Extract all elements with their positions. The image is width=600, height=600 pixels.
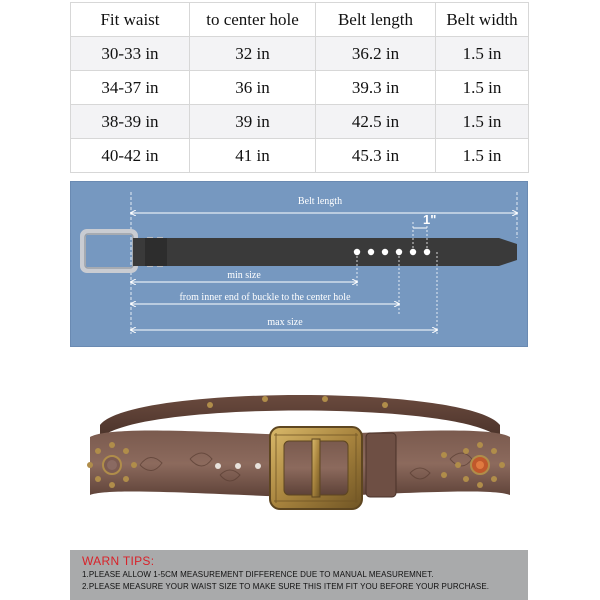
max-size-label: max size [267,317,303,328]
hole-spacing-label: 1" [423,212,437,227]
header-center-hole: to center hole [190,3,316,37]
cell-fit-waist: 34-37 in [71,71,190,105]
belt-keeper-loop [366,433,396,497]
header-belt-width: Belt width [436,3,529,37]
cell-belt-length: 36.2 in [316,37,436,71]
belt-measurement-diagram [70,181,528,347]
header-fit-waist: Fit waist [71,3,190,37]
warn-tip-2: 2.PLEASE MEASURE YOUR WAIST SIZE TO MAKE SURE THIS ITEM FIT YOU BEFORE YOUR PURCHASE. [82,582,490,591]
warn-tip-1: 1.PLEASE ALLOW 1-5CM MEASUREMENT DIFFERENCE DUE TO MANUAL MEASUREMNET. [82,570,434,579]
size-chart-table [70,2,529,173]
table-row [71,71,529,105]
cell-fit-waist: 40-42 in [71,139,190,173]
header-belt-length: Belt length [316,3,436,37]
cell-center-hole: 32 in [190,37,316,71]
cell-center-hole: 41 in [190,139,316,173]
cell-belt-length: 45.3 in [316,139,436,173]
warn-tips-panel [70,550,528,600]
table-row [71,105,529,139]
table-row [71,37,529,71]
ornate-buckle-icon [270,427,362,509]
cell-belt-width: 1.5 in [436,71,529,105]
cell-belt-width: 1.5 in [436,105,529,139]
cell-belt-length: 42.5 in [316,105,436,139]
table-row [71,139,529,173]
cell-fit-waist: 30-33 in [71,37,190,71]
cell-belt-width: 1.5 in [436,37,529,71]
cell-belt-width: 1.5 in [436,139,529,173]
cell-fit-waist: 38-39 in [71,105,190,139]
cell-center-hole: 36 in [190,71,316,105]
belt-product-photo [70,355,528,545]
belt-strap-shape [133,238,517,266]
cell-center-hole: 39 in [190,105,316,139]
cell-belt-length: 39.3 in [316,71,436,105]
belt-length-label: Belt length [297,196,343,207]
table-header-row [71,3,529,37]
min-size-label: min size [227,270,261,281]
warn-tips-title: WARN TIPS: [82,554,155,568]
center-hole-label: from inner end of buckle to the center hole [179,292,351,303]
belt-illustration [70,355,528,545]
